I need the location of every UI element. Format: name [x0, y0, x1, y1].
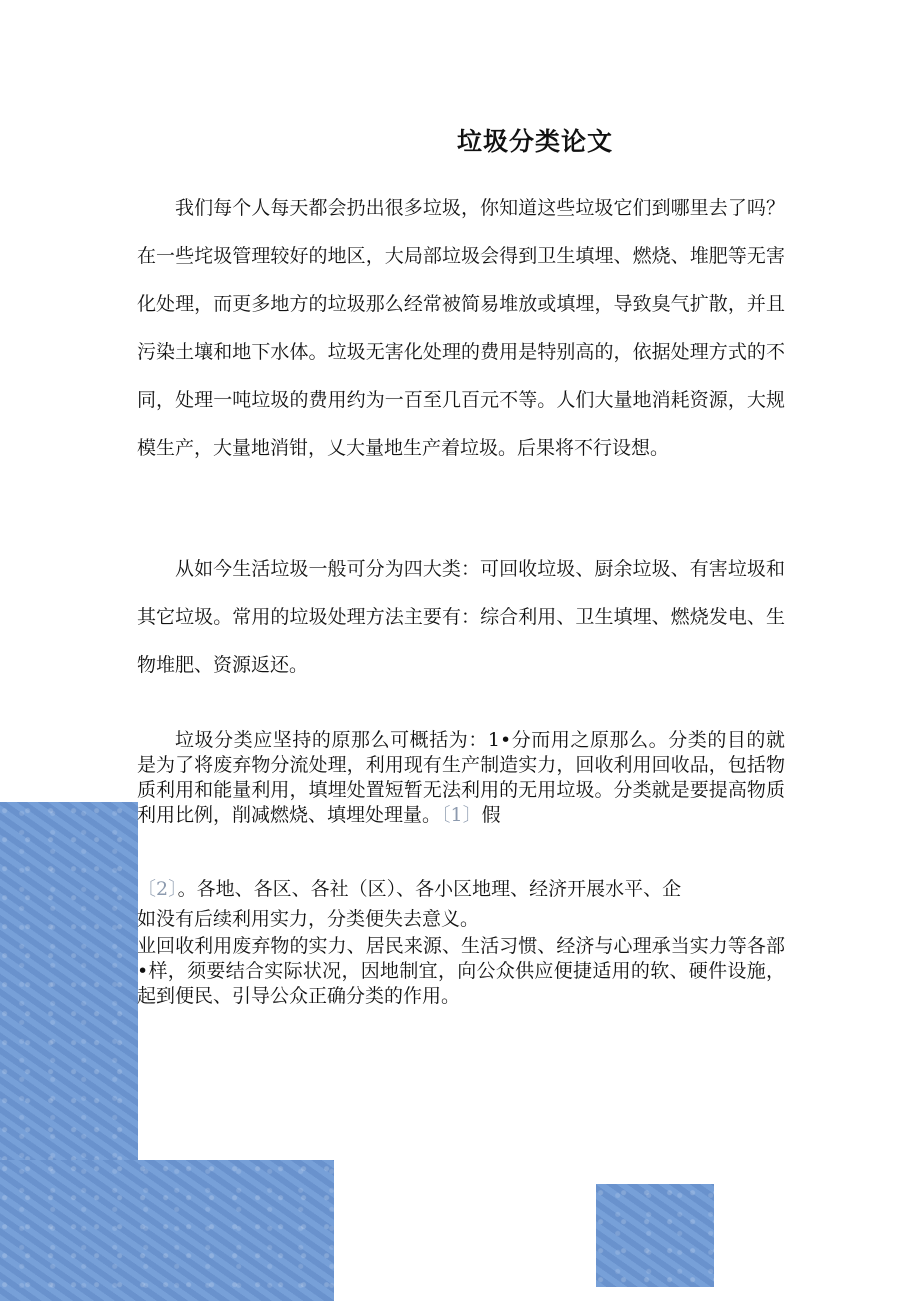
reference-marker-1: 〔1〕 [441, 804, 482, 826]
paragraph-4 [137, 877, 785, 902]
reference-marker-2: 〔2〕 [137, 878, 178, 900]
document-title: 垃圾分类论文 [456, 127, 613, 156]
paragraph-1: 我们每个人每天都会扔出很多垃圾，你知道这些垃圾它们到哪里去了吗？在一些垞圾管理较好的地区，大局部垃圾会得到卫生填埋、燃烧、堆肥等无害化处理，而更多地方的垃圾那么经常被简易堆放或填埋，导致臭气扩散，并且污染土壤和地下水体。垃圾无害化处理的费用是特别高的，依据处理方式的不同，处理一吨垃圾的费用约为一百至几百元不等。人们大量地消耗资源，大规模生产，大量地消钳，乂大量地生产着垃圾。后果将不行设想。 [137, 197, 785, 459]
decorative-blue-panel-bottom-right [596, 1184, 714, 1287]
paragraph-6: 业回收利用废弃物的实力、居民来源、生活习惯、经济与心理承当实力等各部•样，须要结合实际状况，因地制宜，向公众供应便捷适用的软、硬件设施，起到便民、引导公众正确分类的作用。 [137, 935, 785, 1007]
paragraph-3-tail: 假 [481, 804, 501, 826]
paragraph-4-text: 。各地、各区、各社（区）、各小区地理、经济开展水平、企 [177, 878, 682, 900]
paragraph-3 [137, 728, 785, 828]
paragraph-2: 从如今生活垃圾一般可分为四大类：可回收垃圾、厨余垃圾、有害垃圾和其它垃圾。常用的垃圾处理方法主要有：综合利用、卫生填埋、燃烧发电、生物堆肥、资源返还。 [137, 558, 785, 676]
paragraph-5: 如没有后续利用实力，分类便失去意义。 [137, 908, 480, 930]
decorative-blue-panel-left [0, 802, 138, 1164]
decorative-blue-panel-bottom-left [0, 1160, 334, 1301]
paragraph-3-text: 垃圾分类应坚持的原那么可概括为：1•分而用之原那么。分类的目的就是为了将废弃物分流处理，利用现有生产制造实力，回收利用回收品，包括物质利用和能量利用，填埋处置短暂无法利用的无用垃圾。分类就是要提高物质利用比例，削减燃烧、填埋处理量。 [137, 729, 785, 826]
